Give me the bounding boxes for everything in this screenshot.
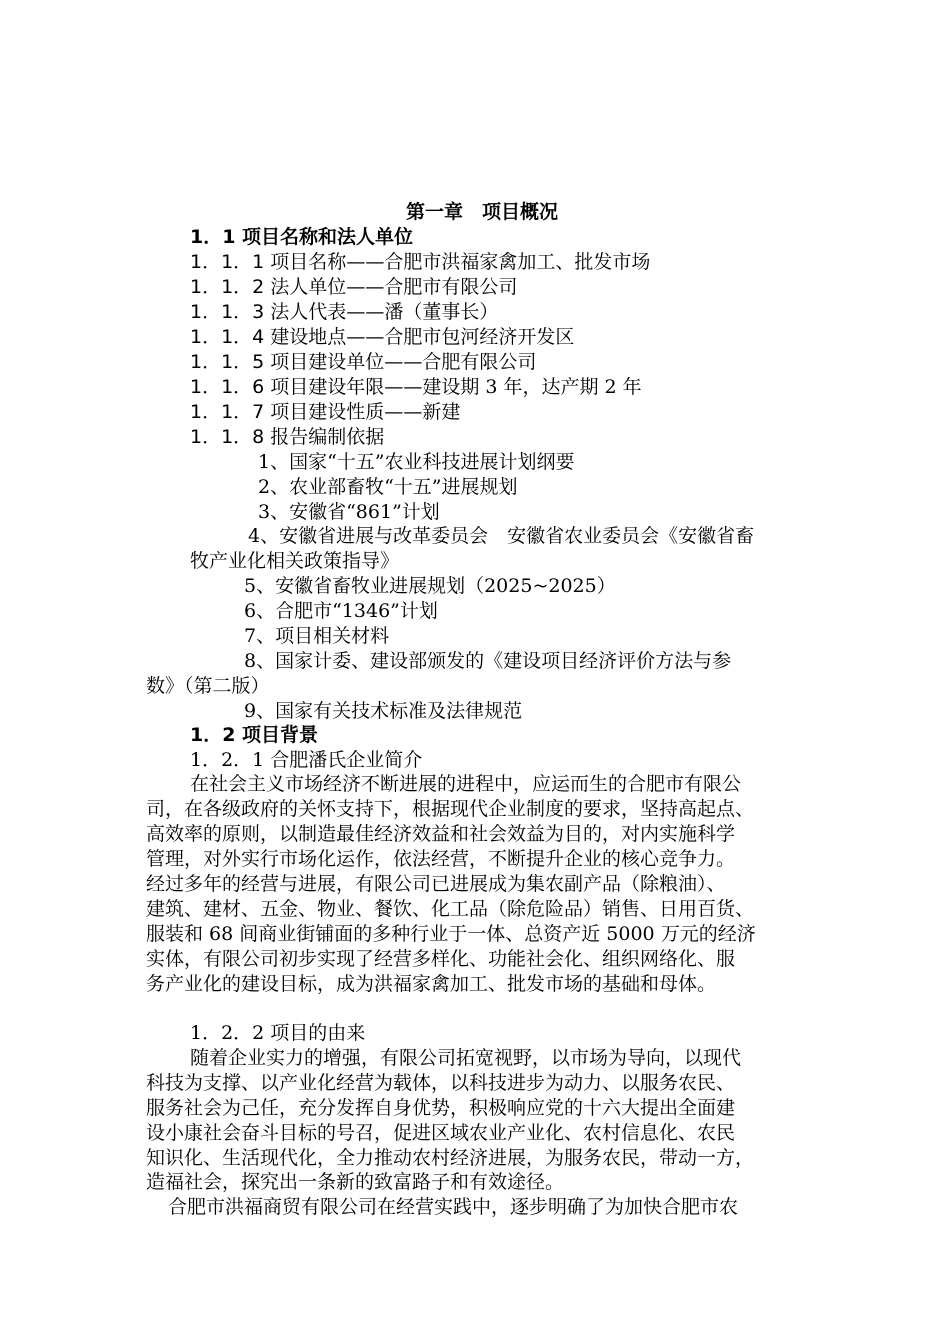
item-label: 1．1．1 项目名称 [190,251,347,273]
basis-item: 3、安徽省“861”计划 [258,501,440,523]
basis-item: 7、项目相关材料 [244,625,390,647]
paragraph-line: 务产业化的建设目标，成为洪福家禽加工、批发市场的基础和母体。 [146,973,717,995]
item-1-1-6 [190,375,642,400]
section-heading-1-1: 1．1 项目名称和法人单位 [190,226,414,248]
item-label: 1．1．3 法人代表 [190,301,347,323]
basis-item: 9、国家有关技术标准及法律规范 [244,700,523,722]
paragraph-line: 经过多年的经营与进展，有限公司已进展成为集农副产品（除粮油）、 [146,873,726,895]
paragraph-line: 司，在各级政府的关怀支持下，根据现代企业制度的要求，坚持高起点、 [146,798,755,820]
basis-item-continued: 数》（第二版） [146,675,270,697]
paragraph-line: 高效率的原则，以制造最佳经济效益和社会效益为目的，对内实施科学 [146,823,736,845]
item-1-1-4 [190,325,574,350]
item-value: ——合肥市包河经济开发区 [346,326,575,348]
item-value: ——建设期 3 年，达产期 2 年 [384,376,642,398]
basis-item: 2、农业部畜牧“十五”进展规划 [258,476,518,498]
paragraph-line: 服装和 68 间商业街铺面的多种行业于一体、总资产近 5000 万元的经济 [146,923,756,945]
paragraph-line: 合肥市洪福商贸有限公司在经营实践中，逐步明确了为加快合肥市农 [168,1196,739,1218]
paragraph-line: 管理，对外实行市场化运作，依法经营，不断提升企业的核心竞争力。 [146,848,736,870]
subsection-heading-1-2-2: 1．2．2 项目的由来 [190,1022,366,1044]
item-value: ——新建 [384,401,461,423]
item-label: 1．1．5 项目建设单位 [190,351,385,373]
paragraph-line: 建筑、建材、五金、物业、餐饮、化工品（除危险品）销售、日用百货、 [146,898,755,920]
item-1-1-3 [190,300,498,325]
basis-item-continued: 牧产业化相关政策指导》 [190,550,400,572]
paragraph-line: 科技为支撑、以产业化经营为载体，以科技进步为动力、以服务农民、 [146,1072,736,1094]
paragraph-line: 知识化、生活现代化，全力推动农村经济进展，为服务农民，带动一方， [146,1147,755,1169]
item-1-1-8: 1．1．8 报告编制依据 [190,426,385,448]
section-heading-1-2: 1．2 项目背景 [190,724,319,746]
paragraph-line: 设小康社会奋斗目标的号召，促进区域农业产业化、农村信息化、农民 [146,1122,736,1144]
item-value: ——合肥有限公司 [384,351,537,373]
chapter-title: 第一章 项目概况 [406,201,559,223]
paragraph-line: 在社会主义市场经济不断进展的进程中，应运而生的合肥市有限公 [190,773,742,795]
basis-item: 5、安徽省畜牧业进展规划（2025~2025） [244,575,616,597]
item-value: ——潘（董事长） [346,301,499,323]
basis-item: 4、安徽省进展与改革委员会 安徽省农业委员会《安徽省畜 [248,525,755,547]
item-label: 1．1．2 法人单位 [190,276,347,298]
item-1-1-7 [190,400,460,425]
item-value: ——合肥市有限公司 [346,276,518,298]
item-label: 1．1．4 建设地点 [190,326,347,348]
item-1-1-5 [190,350,536,375]
item-label: 1．1．6 项目建设年限 [190,376,385,398]
basis-item: 1、国家“十五”农业科技进展计划纲要 [258,451,575,473]
paragraph-line: 造福社会，探究出一条新的致富路子和有效途径。 [146,1171,565,1193]
item-label: 1．1．7 项目建设性质 [190,401,385,423]
subsection-heading-1-2-1: 1．2．1 合肥潘氏企业简介 [190,749,423,771]
item-1-1-1 [190,250,650,275]
item-1-1-2 [190,275,517,300]
item-value: ——合肥市洪福家禽加工、批发市场 [346,251,651,273]
basis-item: 8、国家计委、建设部颁发的《建设项目经济评价方法与参 [244,650,732,672]
paragraph-line: 随着企业实力的增强，有限公司拓宽视野，以市场为导向，以现代 [190,1047,742,1069]
paragraph-line: 服务社会为己任，充分发挥自身优势，积极响应党的十六大提出全面建 [146,1097,736,1119]
basis-item: 6、合肥市“1346”计划 [244,600,438,622]
paragraph-line: 实体，有限公司初步实现了经营多样化、功能社会化、组织网络化、服 [146,948,736,970]
